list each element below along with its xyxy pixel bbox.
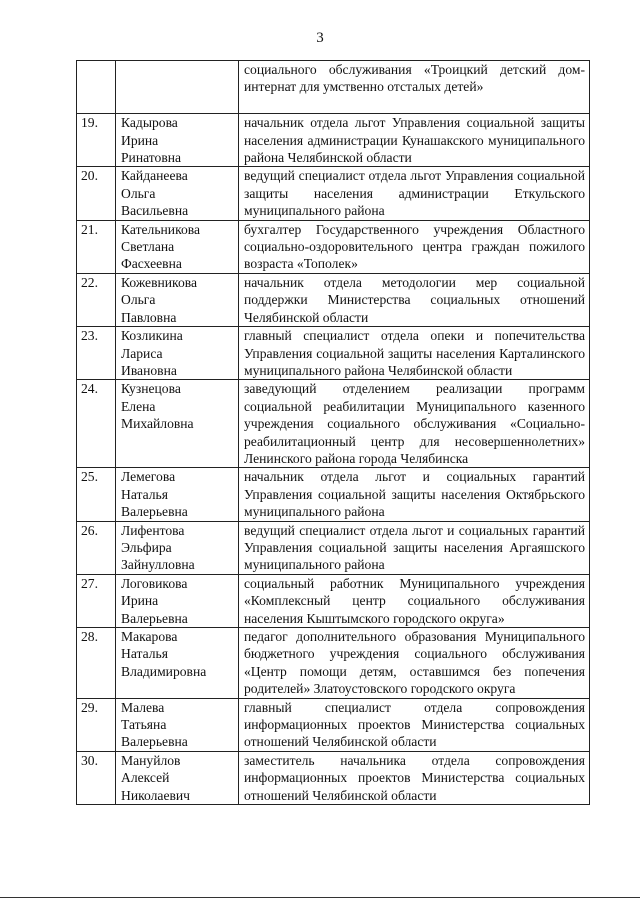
- person-name-cell: [116, 273, 239, 326]
- person-given-name: Татьяна: [121, 717, 167, 733]
- person-name-cell: [116, 220, 239, 273]
- person-surname: Козликина: [121, 328, 183, 344]
- person-given-name: Светлана: [121, 239, 175, 255]
- person-name-cell: [116, 380, 239, 468]
- person-given-name: Ирина: [121, 132, 159, 148]
- position-description: главный специалист отдела сопровождения информационных проектов Министерства социальных отношений Челябинской области: [239, 698, 590, 751]
- person-given-name: Лариса: [121, 345, 163, 361]
- person-patronymic: Зайнулловна: [121, 557, 195, 573]
- table-row: [77, 114, 590, 167]
- table-row: [77, 521, 590, 574]
- person-given-name: Ольга: [121, 185, 156, 201]
- person-given-name: Ольга: [121, 292, 156, 308]
- person-patronymic: Валерьевна: [121, 610, 188, 626]
- person-given-name: Алексей: [121, 770, 170, 786]
- person-name-cell: [116, 521, 239, 574]
- person-surname: Лифентова: [121, 522, 185, 538]
- table-row: [77, 61, 590, 114]
- table-row: [77, 468, 590, 521]
- person-name-cell: [116, 167, 239, 220]
- row-number: 27.: [77, 574, 116, 627]
- person-patronymic: [121, 96, 234, 113]
- position-description: ведущий специалист отдела льгот и социальных гарантий Управления социальной защиты населения Аргаяшского муниципального района: [239, 521, 590, 574]
- person-given-name: Эльфира: [121, 539, 172, 555]
- row-number: 19.: [77, 114, 116, 167]
- person-surname: Кательникова: [121, 221, 201, 237]
- person-name-cell: [116, 628, 239, 699]
- person-surname: Кайданеева: [121, 168, 188, 184]
- position-description: педагог дополнительного образования Муниципального бюджетного учреждения социального обслуживания «Центр помощи детям, оставшимся без попечения родителей» Златоустовского городского округа: [239, 628, 590, 699]
- person-name-cell: [116, 61, 239, 114]
- row-number: 24.: [77, 380, 116, 468]
- person-surname: Макарова: [121, 629, 178, 644]
- table-row: [77, 698, 590, 751]
- person-surname: Кожевникова: [121, 274, 198, 290]
- person-name-cell: [116, 751, 239, 804]
- position-description: начальник отдела льгот Управления социальной защиты населения администрации Кунашакского муниципального района Челябинской области: [239, 114, 590, 167]
- position-description: заведующий отделением реализации программ социальной реабилитации Муниципального казенного учреждения социального обслуживания «Социально-реабилитационный центр для несовершеннолетних» Ленинского района города Челябинска: [239, 380, 590, 468]
- row-number: [77, 61, 116, 114]
- bottom-divider: [0, 897, 640, 898]
- person-surname: Лемегова: [121, 469, 176, 485]
- table-row: [77, 167, 590, 220]
- row-number: 29.: [77, 698, 116, 751]
- table-row: [77, 628, 590, 699]
- person-name-cell: [116, 114, 239, 167]
- position-description: социального обслуживания «Троицкий детский дом-интернат для умственно отсталых детей»: [239, 61, 590, 114]
- page-number: 3: [316, 30, 324, 46]
- person-given-name: Елена: [121, 398, 156, 414]
- person-patronymic: Валерьевна: [121, 504, 188, 520]
- person-name-cell: [116, 327, 239, 380]
- person-patronymic: Павловна: [121, 309, 177, 325]
- person-patronymic: Ивановна: [121, 362, 177, 378]
- person-surname: [121, 61, 234, 78]
- position-description: социальный работник Муниципального учреждения «Комплексный центр социального обслуживания населения Кыштымского городского округа»: [239, 574, 590, 627]
- person-patronymic: Ринатовна: [121, 150, 182, 166]
- person-name-cell: [116, 698, 239, 751]
- person-name-cell: [116, 468, 239, 521]
- position-description: ведущий специалист отдела льгот Управления социальной защиты населения администрации Еткульского муниципального района: [239, 167, 590, 220]
- table-row: [77, 751, 590, 804]
- row-number: 22.: [77, 273, 116, 326]
- employee-list-body: [77, 61, 590, 805]
- person-patronymic: Николаевич: [121, 787, 191, 803]
- person-name-cell: [116, 574, 239, 627]
- employee-list-table: [76, 60, 590, 805]
- table-row: [77, 273, 590, 326]
- person-patronymic: Фасхеевна: [121, 256, 182, 272]
- person-given-name: [121, 78, 234, 95]
- table-row: [77, 327, 590, 380]
- row-number: 25.: [77, 468, 116, 521]
- position-description: заместитель начальника отдела сопровождения информационных проектов Министерства социальных отношений Челябинской области: [239, 751, 590, 804]
- row-number: 20.: [77, 167, 116, 220]
- row-number: 30.: [77, 751, 116, 804]
- person-surname: Кузнецова: [121, 381, 181, 397]
- position-description: начальник отдела льгот и социальных гарантий Управления социальной защиты населения Октябрьского муниципального района: [239, 468, 590, 521]
- person-surname: Малева: [121, 699, 165, 715]
- position-description: бухгалтер Государственного учреждения Областного социально-оздоровительного центра граждан пожилого возраста «Тополек»: [239, 220, 590, 273]
- row-number: 26.: [77, 521, 116, 574]
- person-surname: Мануйлов: [121, 752, 181, 768]
- position-description: главный специалист отдела опеки и попечительства Управления социальной защиты населения Карталинского муниципального района Челябинской области: [239, 327, 590, 380]
- row-number: 28.: [77, 628, 116, 699]
- person-patronymic: Валерьевна: [121, 734, 188, 750]
- person-given-name: Ирина: [121, 593, 159, 609]
- person-surname: Логовикова: [121, 575, 188, 591]
- table-row: [77, 220, 590, 273]
- person-given-name: Наталья: [121, 646, 168, 662]
- person-patronymic: Васильевна: [121, 203, 189, 219]
- position-description: начальник отдела методологии мер социальной поддержки Министерства социальных отношений Челябинской области: [239, 273, 590, 326]
- row-number: 23.: [77, 327, 116, 380]
- row-number: 21.: [77, 220, 116, 273]
- person-given-name: Наталья: [121, 486, 168, 502]
- table-row: [77, 380, 590, 468]
- person-surname: Кадырова: [121, 115, 178, 131]
- person-patronymic: Михайловна: [121, 416, 194, 432]
- person-patronymic: Владимировна: [121, 663, 207, 679]
- table-row: [77, 574, 590, 627]
